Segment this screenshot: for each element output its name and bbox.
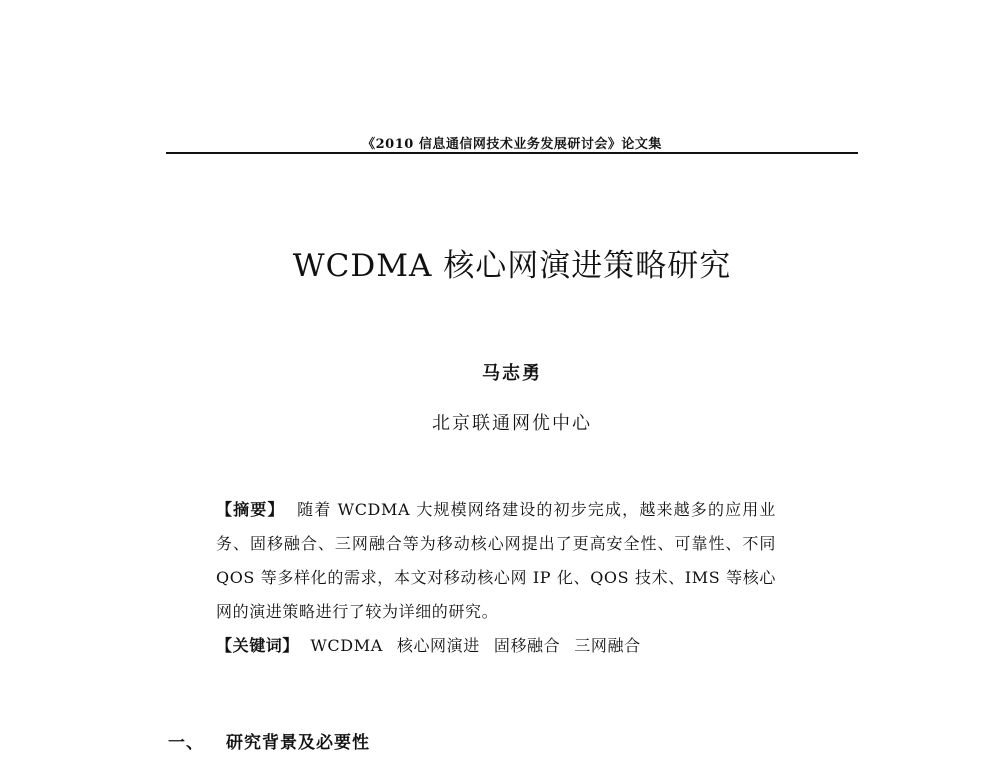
abstract-block <box>216 493 776 663</box>
keyword: 固移融合 <box>493 636 561 655</box>
keyword: 三网融合 <box>574 636 641 655</box>
keywords-line <box>216 629 776 663</box>
section-title: 研究背景及必要性 <box>226 733 370 753</box>
keywords-label: 【关键词】 <box>216 636 300 655</box>
keyword: WCDMA <box>310 636 383 655</box>
running-header: 《2010 信息通信网技术业务发展研讨会》论文集 <box>362 137 662 152</box>
keyword: 核心网演进 <box>396 636 480 655</box>
author-name: 马志勇 <box>482 363 542 384</box>
abstract-text: 随着 WCDMA 大规模网络建设的初步完成，越来越多的应用业务、固移融合、三网融合等为移动核心网提出了更高安全性、可靠性、不同 QOS 等多样化的需求，本文对移动核心网 IP 化、QOS 技术、IMS 等核心网的演进策略进行了较为详细的研究。 <box>216 500 776 621</box>
abstract-label: 【摘要】 <box>216 500 285 519</box>
section-heading <box>168 728 370 753</box>
paper-title: WCDMA 核心网演进策略研究 <box>292 248 732 284</box>
header-rule <box>166 152 858 154</box>
abstract-paragraph <box>216 493 776 629</box>
section-number: 一、 <box>168 733 204 753</box>
author-affiliation: 北京联通网优中心 <box>432 413 592 434</box>
